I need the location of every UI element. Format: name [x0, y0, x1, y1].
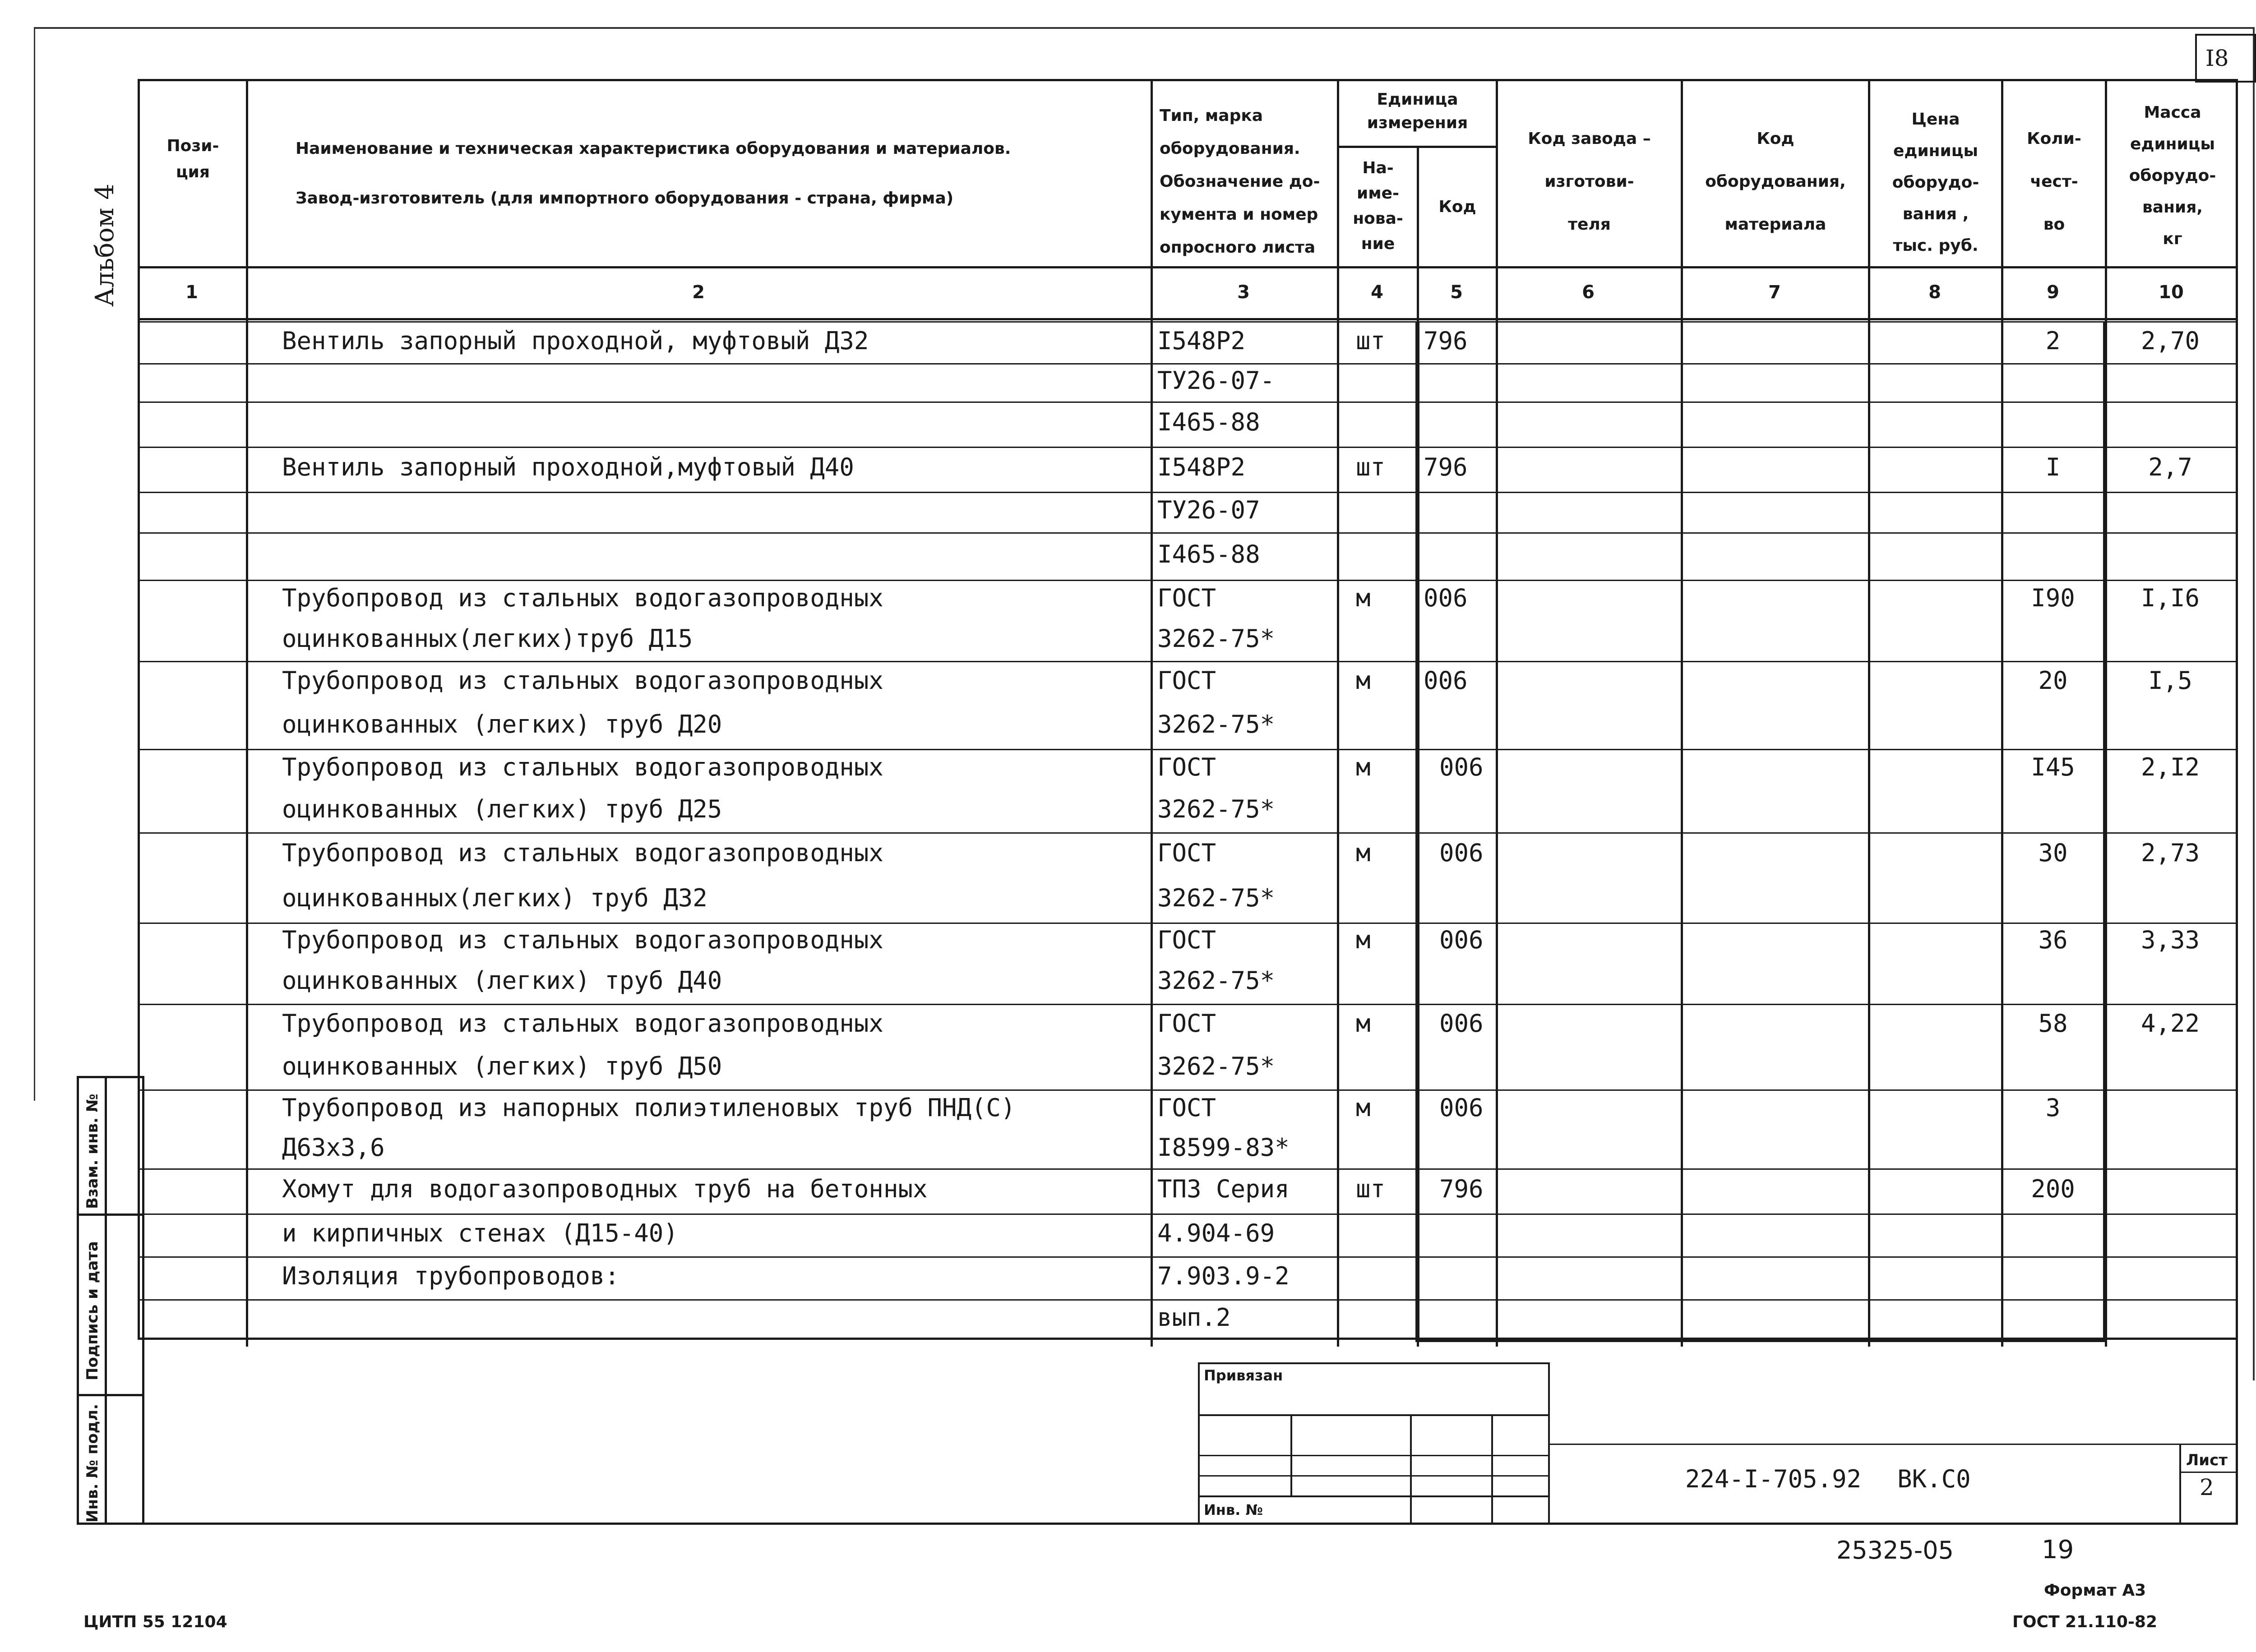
row-qty: I90 [2031, 584, 2075, 612]
list-number: 2 [2200, 1474, 2214, 1500]
header-name: Наименование и техническая характеристика оборудования и материалов. Завод-изготовитель (для импортного оборудования - страна, фирма) [296, 139, 1011, 208]
gost-label: ГОСТ 21.110-82 [2012, 1613, 2158, 1631]
row-name: Трубопровод из стальных водогазопроводных [282, 1009, 883, 1038]
row-qty: 30 [2038, 839, 2068, 867]
row-name: Вентиль запорный проходной,муфтовый Д40 [282, 453, 854, 481]
column-number: 3 [1237, 282, 1250, 303]
row-name: Трубопровод из напорных полиэтиленовых труб ПНД(С) [282, 1094, 1016, 1122]
doc-code: 224-I-705.92 ВК.С0 [1685, 1465, 1971, 1493]
row-unit: шт [1356, 453, 1386, 481]
row-name: Вентиль запорный проходной, муфтовый Д32 [282, 327, 869, 355]
row-mass: 2,7 [2148, 453, 2192, 481]
side-label-inv-original: Инв. № подл. [83, 1403, 102, 1523]
side-label-replace-inv: Взам. инв. № [83, 1094, 102, 1209]
row-mass: 3,33 [2140, 925, 2200, 954]
row-name: Трубопровод из стальных водогазопроводных [282, 925, 883, 954]
row-name: Трубопровод из стальных водогазопроводных [282, 753, 883, 781]
row-name: оцинкованных (легких) труб Д40 [282, 966, 722, 995]
header-type: Тип, марка оборудования. Обозначение до- кумента и номер опросного листа [1160, 106, 1320, 257]
row-unit: м [1356, 925, 1371, 954]
row-unit: м [1356, 753, 1371, 781]
row-type: ТУ26-07 [1157, 496, 1260, 524]
row-qty: I [2045, 453, 2061, 481]
row-unit: шт [1356, 327, 1386, 355]
row-type: 3262-75* [1157, 966, 1275, 995]
header-mass: Масса единицы оборудо- вания, кг [2129, 103, 2216, 248]
row-qty: I45 [2031, 753, 2075, 781]
column-number: 7 [1768, 282, 1781, 303]
row-code: 006 [1439, 839, 1484, 867]
row-type: I465-88 [1157, 408, 1260, 436]
column-number: 1 [185, 282, 198, 303]
row-unit: м [1356, 1009, 1371, 1038]
row-qty: 58 [2038, 1009, 2068, 1038]
row-qty: 3 [2045, 1094, 2061, 1122]
row-type: I548Р2 [1157, 453, 1246, 481]
privyazan-label: Привязан [1204, 1367, 1283, 1384]
header-unit: Единица измерения [1367, 90, 1468, 132]
row-type: ТПЗ Серия [1157, 1175, 1290, 1203]
row-type: 3262-75* [1157, 710, 1275, 738]
row-unit: м [1356, 839, 1371, 867]
row-code: 006 [1439, 925, 1484, 954]
row-unit: шт [1356, 1175, 1386, 1203]
header-unit-name: На- име- нова- ние [1353, 159, 1403, 253]
column-number: 10 [2159, 282, 2184, 303]
row-mass: I,I6 [2140, 584, 2200, 612]
row-code: 006 [1439, 1009, 1484, 1038]
row-unit: м [1356, 666, 1371, 695]
row-code: 796 [1424, 327, 1468, 355]
row-qty: 36 [2038, 925, 2068, 954]
row-name: Трубопровод из стальных водогазопроводных [282, 584, 883, 612]
format-label: Формат А3 [2044, 1581, 2146, 1600]
album-label: Альбом 4 [90, 184, 120, 307]
stamp-page: 19 [2042, 1535, 2074, 1564]
row-type: I465-88 [1157, 540, 1260, 568]
row-type: ГОСТ [1157, 666, 1216, 695]
inv-no-label: Инв. № [1204, 1501, 1263, 1518]
row-name: Изоляция трубопроводов: [282, 1261, 619, 1290]
row-name: оцинкованных (легких) труб Д50 [282, 1052, 722, 1080]
column-number: 5 [1450, 282, 1463, 303]
list-label: Лист [2186, 1451, 2228, 1469]
row-unit: м [1356, 584, 1371, 612]
header-plant-code: Код завода – изготови- теля [1528, 129, 1651, 234]
row-qty: 2 [2045, 327, 2061, 355]
row-name: оцинкованных (легких) труб Д25 [282, 794, 722, 823]
row-type: ГОСТ [1157, 1009, 1216, 1038]
citp-label: ЦИТП 55 12104 [83, 1613, 227, 1631]
row-type: ГОСТ [1157, 584, 1216, 612]
header-unit-code: Код [1438, 198, 1476, 216]
row-mass: I,5 [2148, 666, 2192, 695]
row-name: Трубопровод из стальных водогазопроводных [282, 666, 883, 695]
column-number: 2 [692, 282, 705, 303]
row-code: 796 [1424, 453, 1468, 481]
header-quantity: Коли- чест- во [2027, 129, 2081, 234]
stamp-number: 25325-05 [1836, 1536, 1954, 1564]
row-mass: 2,70 [2140, 327, 2200, 355]
row-code: 006 [1439, 753, 1484, 781]
row-type: 3262-75* [1157, 884, 1275, 912]
row-mass: 2,73 [2140, 839, 2200, 867]
row-type: ГОСТ [1157, 839, 1216, 867]
row-name: оцинкованных(легких) труб Д32 [282, 884, 707, 912]
row-type: I548Р2 [1157, 327, 1246, 355]
column-number: 8 [1928, 282, 1941, 303]
side-label-signature-date: Подпись и дата [83, 1241, 102, 1380]
column-number: 4 [1371, 282, 1383, 303]
row-qty: 200 [2031, 1175, 2075, 1203]
row-name: Хомут для водогазопроводных труб на бетонных [282, 1175, 928, 1203]
row-name: Д63х3,6 [282, 1133, 385, 1162]
row-type: 4.904-69 [1157, 1218, 1275, 1247]
row-code: 006 [1424, 666, 1468, 695]
header-position: Пози- ция [166, 137, 219, 181]
row-type: ГОСТ [1157, 925, 1216, 954]
column-number: 9 [2047, 282, 2059, 303]
row-mass: 2,I2 [2140, 753, 2200, 781]
column-number: 6 [1582, 282, 1595, 303]
row-type: ГОСТ [1157, 1094, 1216, 1122]
row-code: 006 [1439, 1094, 1484, 1122]
row-qty: 20 [2038, 666, 2068, 695]
row-name: и кирпичных стенах (Д15-40) [282, 1218, 678, 1247]
row-type: 3262-75* [1157, 794, 1275, 823]
row-type: I8599-83* [1157, 1133, 1290, 1162]
row-type: вып.2 [1157, 1303, 1231, 1332]
row-name: Трубопровод из стальных водогазопроводных [282, 839, 883, 867]
row-code: 796 [1439, 1175, 1484, 1203]
row-type: 7.903.9-2 [1157, 1261, 1290, 1290]
row-code: 006 [1424, 584, 1468, 612]
row-type: ТУ26-07- [1157, 366, 1275, 395]
row-unit: м [1356, 1094, 1371, 1122]
row-type: 3262-75* [1157, 1052, 1275, 1080]
header-equipment-code: Код оборудования, материала [1705, 129, 1846, 234]
page-number: I8 [2205, 45, 2229, 71]
row-mass: 4,22 [2140, 1009, 2200, 1038]
row-type: ГОСТ [1157, 753, 1216, 781]
row-name: оцинкованных(легких)труб Д15 [282, 624, 693, 653]
row-name: оцинкованных (легких) труб Д20 [282, 710, 722, 738]
header-price: Цена единицы оборудо- вания , тыс. руб. [1892, 110, 1979, 255]
privyazan-stamp [1198, 1362, 1550, 1525]
row-type: 3262-75* [1157, 624, 1275, 653]
